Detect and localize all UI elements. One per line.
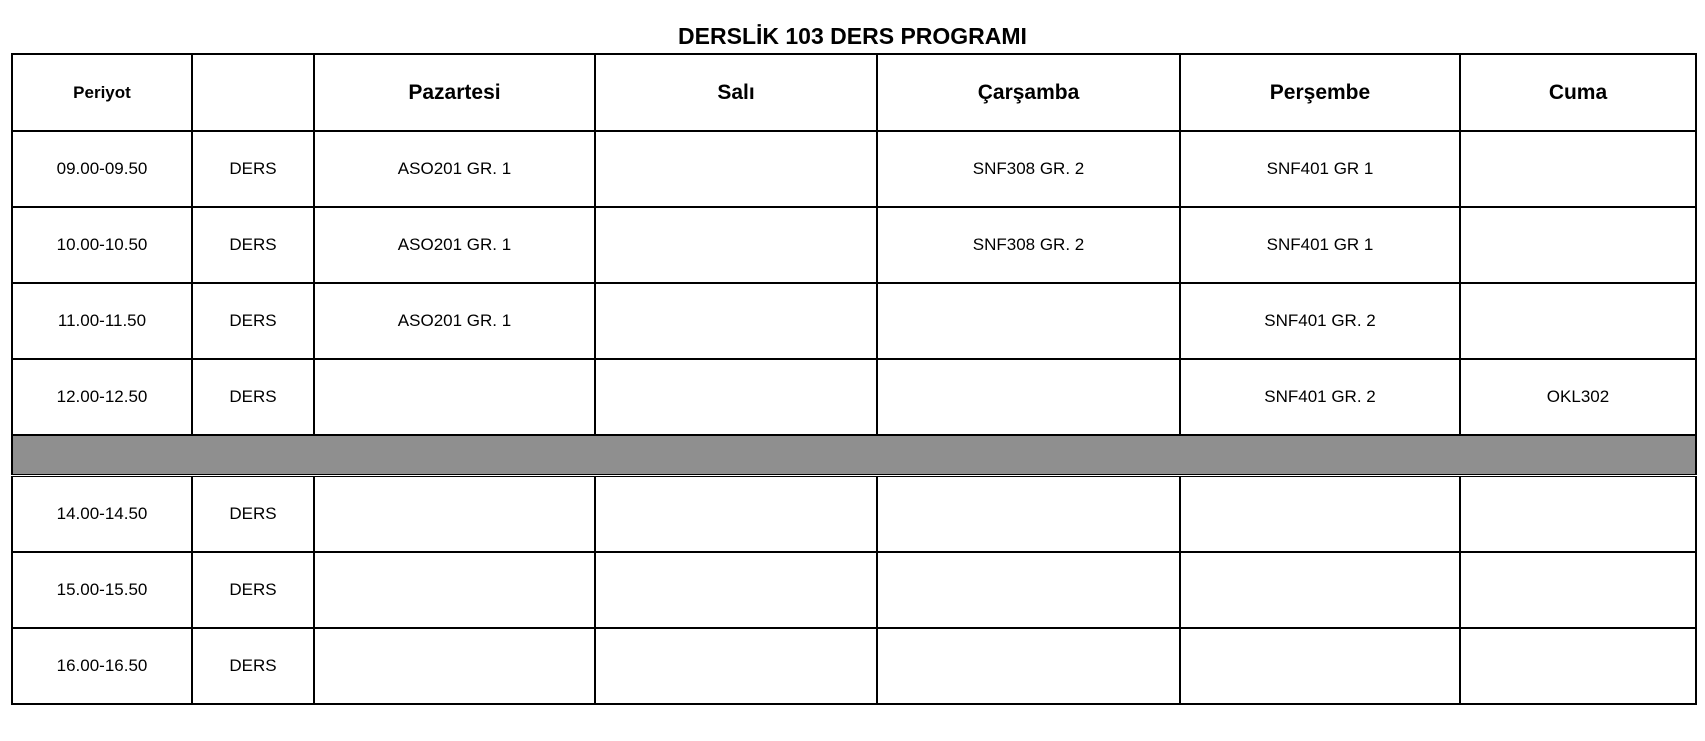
course-cell bbox=[595, 628, 877, 704]
period-cell: 15.00-15.50 bbox=[12, 552, 192, 628]
table-row bbox=[12, 476, 1696, 553]
course-cell bbox=[1180, 476, 1460, 553]
course-cell bbox=[314, 552, 595, 628]
course-cell bbox=[595, 207, 877, 283]
course-cell bbox=[1460, 476, 1696, 553]
course-cell bbox=[877, 552, 1180, 628]
table-row bbox=[12, 131, 1696, 207]
course-cell bbox=[314, 628, 595, 704]
type-cell: DERS bbox=[192, 476, 314, 553]
course-cell: SNF308 GR. 2 bbox=[877, 131, 1180, 207]
course-cell bbox=[595, 359, 877, 435]
course-cell bbox=[314, 476, 595, 553]
course-cell: SNF401 GR 1 bbox=[1180, 207, 1460, 283]
period-cell: 12.00-12.50 bbox=[12, 359, 192, 435]
course-cell bbox=[1460, 207, 1696, 283]
table-row bbox=[12, 552, 1696, 628]
course-cell bbox=[877, 283, 1180, 359]
course-cell bbox=[314, 359, 595, 435]
header-day-tuesday: Salı bbox=[595, 54, 877, 131]
page-title: DERSLİK 103 DERS PROGRAMI bbox=[678, 23, 1027, 49]
course-cell bbox=[595, 552, 877, 628]
period-cell: 11.00-11.50 bbox=[12, 283, 192, 359]
course-cell bbox=[1460, 131, 1696, 207]
schedule-table bbox=[11, 53, 1697, 705]
course-cell bbox=[595, 131, 877, 207]
course-cell bbox=[1460, 552, 1696, 628]
course-cell: ASO201 GR. 1 bbox=[314, 283, 595, 359]
course-cell bbox=[595, 476, 877, 553]
course-cell bbox=[1180, 628, 1460, 704]
table-row bbox=[12, 283, 1696, 359]
type-cell: DERS bbox=[192, 552, 314, 628]
header-row bbox=[12, 54, 1696, 131]
type-cell: DERS bbox=[192, 359, 314, 435]
course-cell bbox=[1180, 552, 1460, 628]
course-cell bbox=[1460, 628, 1696, 704]
course-cell bbox=[877, 628, 1180, 704]
header-day-friday: Cuma bbox=[1460, 54, 1696, 131]
course-cell bbox=[877, 359, 1180, 435]
course-cell bbox=[595, 283, 877, 359]
header-day-monday: Pazartesi bbox=[314, 54, 595, 131]
course-cell: SNF308 GR. 2 bbox=[877, 207, 1180, 283]
course-cell: SNF401 GR. 2 bbox=[1180, 283, 1460, 359]
type-cell: DERS bbox=[192, 283, 314, 359]
course-cell: OKL302 bbox=[1460, 359, 1696, 435]
table-row bbox=[12, 359, 1696, 435]
table-row bbox=[12, 207, 1696, 283]
type-cell: DERS bbox=[192, 131, 314, 207]
course-cell: SNF401 GR. 2 bbox=[1180, 359, 1460, 435]
course-cell: SNF401 GR 1 bbox=[1180, 131, 1460, 207]
header-day-wednesday: Çarşamba bbox=[877, 54, 1180, 131]
course-cell: ASO201 GR. 1 bbox=[314, 131, 595, 207]
header-day-thursday: Perşembe bbox=[1180, 54, 1460, 131]
lunch-break-row bbox=[12, 435, 1696, 476]
period-cell: 09.00-09.50 bbox=[12, 131, 192, 207]
type-cell: DERS bbox=[192, 628, 314, 704]
header-period: Periyot bbox=[12, 54, 192, 131]
lunch-break-bar bbox=[12, 435, 1696, 476]
period-cell: 14.00-14.50 bbox=[12, 476, 192, 553]
course-cell bbox=[877, 476, 1180, 553]
header-type bbox=[192, 54, 314, 131]
course-cell: ASO201 GR. 1 bbox=[314, 207, 595, 283]
type-cell: DERS bbox=[192, 207, 314, 283]
course-cell bbox=[1460, 283, 1696, 359]
table-row bbox=[12, 628, 1696, 704]
period-cell: 16.00-16.50 bbox=[12, 628, 192, 704]
period-cell: 10.00-10.50 bbox=[12, 207, 192, 283]
